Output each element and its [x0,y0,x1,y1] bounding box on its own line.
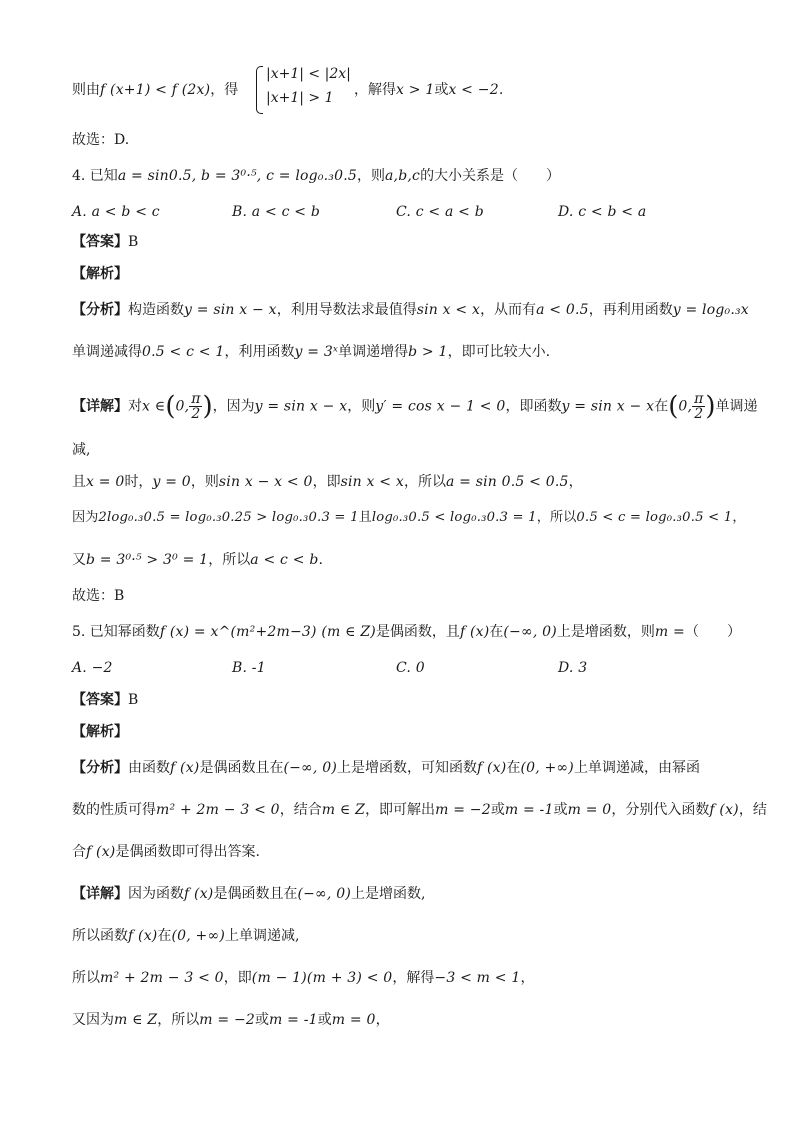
text: 在 [157,928,172,944]
text: 则由 [72,82,100,98]
math: m = −2 [199,1012,256,1028]
math: f (x) [184,886,214,902]
math: (m − 1)(m + 3) < 0 [251,970,393,986]
math: m = [654,624,685,640]
xiangjie-tag: 【详解】 [72,398,128,415]
q5-option-b: B. -1 [232,660,266,676]
text: 上单调递减, [224,928,300,944]
q4-answer [72,232,138,252]
text: 合 [72,844,86,860]
denominator: 2 [191,406,201,422]
text: 所以函数 [72,928,128,944]
text: ，利用函数 [224,344,295,360]
text: ，利用导数法求最值得 [276,302,417,318]
text: 5. 已知幂函数 [72,624,160,640]
q4-stem [72,166,560,186]
text: ，即 [223,970,252,986]
math: f (x) = x^(m²+2m−3) (m ∈ Z) [159,624,376,640]
text: ，结 [738,802,767,818]
inequality-system [256,66,351,112]
math: f (x) [709,802,739,818]
math: y = sin x − x [561,398,655,415]
text: 构造函数 [128,302,184,318]
math: (−∞, 0) [503,624,557,640]
solution-line-1-tail [354,80,503,100]
answer-tag: 【答案】 [72,234,128,250]
text: 是偶函数且在 [199,760,284,776]
q4-option-c: C. c < a < b [396,204,484,220]
text: 单调递增得 [338,344,409,360]
math: f (x) [86,844,116,860]
math: 0, [678,398,693,415]
q5-xiangjie-3 [72,968,535,988]
math: a,b,c [385,168,421,184]
text: . [318,552,323,568]
text: 是偶函数，且 [375,624,460,640]
math: log₀.₃0.5 < log₀.₃0.3 = 1 [371,510,537,525]
text: 因为 [72,510,99,525]
system-row-2: |x+1| > 1 [266,90,334,106]
text: . [498,82,504,98]
text: ，再利用函数 [588,302,673,318]
math: (−∞, 0) [283,760,337,776]
math: (0, +∞) [520,760,574,776]
text: 又因为 [72,1012,114,1028]
math: y = sin x − x [254,398,348,415]
system-row-1: |x+1| < |2x| [266,66,351,82]
math: f (x) [476,760,507,776]
math: f (x) [170,760,200,776]
math: −3 < m < 1 [434,970,521,986]
paren: ( [165,391,176,422]
text: ，得 [210,82,239,98]
math: f (x+1) < f (2x) [100,82,211,98]
text: ，则 [357,168,385,184]
q5-fenxi-3 [72,842,260,862]
math: (0, +∞) [171,928,225,944]
text: 对 [128,398,142,415]
paren: ( [668,391,679,422]
text: ， [732,510,746,525]
math: f (x) [128,928,158,944]
text: ，分别代入函数 [611,802,710,818]
text: ，从而有 [480,302,537,318]
text: ， [520,970,535,986]
math: x = 0 [86,474,125,490]
math: m = 0 [331,1012,376,1028]
numerator: π [191,391,201,407]
text: 或 [434,82,449,98]
text: 的大小关系是（ ） [420,168,561,184]
text: ，所以 [403,474,446,490]
math: b > 1 [408,344,448,360]
math: 0.5 < c = log₀.₃0.5 < 1 [576,510,733,525]
text: ，则 [347,398,376,415]
math: m² + 2m − 3 < 0 [156,802,280,818]
text: 又 [72,552,86,568]
text: ，即函数 [505,398,562,415]
text: ，所以 [536,510,577,525]
text: ，所以 [208,552,251,568]
q5-option-c: C. 0 [396,660,425,676]
q4-xiangjie-5 [72,550,323,570]
denominator: 2 [694,406,704,422]
text: 在 [654,398,669,415]
text: ，即可解出 [365,802,436,818]
math: x < −2 [448,82,499,98]
q4-option-b: B. a < c < b [232,204,320,220]
math: (−∞, 0) [297,886,351,902]
text: 在 [506,760,521,776]
q4-xiangjie-1 [72,392,757,421]
text: ，结合 [279,802,322,818]
q5-option-a: A. −2 [72,660,113,676]
math: y′ = cos x − 1 < 0 [375,398,506,415]
text: 或 [553,802,568,818]
text: 上是增函数, [350,886,426,902]
q5-xiangjie-1 [72,884,425,904]
math: y = 3ˣ [294,344,339,360]
text: 4. 已知 [72,168,118,184]
fraction [692,392,705,421]
math: m² + 2m − 3 < 0 [100,970,224,986]
math: 2log₀.₃0.5 = log₀.₃0.25 > log₀.₃0.3 = 1 [98,510,359,525]
fenxi-tag: 【分析】 [72,302,128,318]
text: ，解得 [354,82,396,98]
answer-value: B [128,692,139,708]
math: y = log₀.₃x [672,302,749,318]
text: ，即可比较大小. [447,344,551,360]
q5-answer [72,690,138,710]
text: 所以 [72,970,100,986]
q4-xiangjie-2: 减, [72,442,91,458]
analysis-heading: 【解析】 [72,724,128,740]
text: 因为函数 [128,886,184,902]
math: y = sin x − x [184,302,277,318]
text: 或 [490,802,505,818]
text: 且 [72,474,86,490]
q5-stem [72,622,741,642]
xiangjie-tag: 【详解】 [72,886,128,902]
math: x > 1 [396,82,435,98]
math: f (x) [459,624,490,640]
text: 是偶函数且在 [213,886,298,902]
paren: ) [202,391,213,422]
answer-value: B [128,234,139,250]
q5-xiangjie-4 [72,1010,390,1030]
text: ，则 [190,474,219,490]
fenxi-tag: 【分析】 [72,760,128,776]
math: x ∈ [142,398,166,415]
q4-choose: 故选：B [72,588,125,604]
math: a < c < b [250,552,319,568]
math: sin x < x [340,474,404,490]
math: m ∈ Z [321,802,366,818]
text: 是偶函数即可得出答案. [115,844,260,860]
q4-option-a: A. a < b < c [72,204,160,220]
math: sin x < x [416,302,481,318]
answer-tag: 【答案】 [72,692,128,708]
text: 单调递减得 [72,344,142,360]
math: y = 0 [152,474,191,490]
math: a = sin0.5, b = 3⁰·⁵, c = log₀.₃0.5 [117,168,357,184]
text: 或 [317,1012,332,1028]
fraction [189,392,202,421]
text: ，即 [312,474,341,490]
math: a < 0.5 [536,302,589,318]
text: 上是增函数，则 [556,624,655,640]
text: 或 [255,1012,270,1028]
text: 上是增函数，可知函数 [336,760,477,776]
text: 上单调递减，由幂函 [573,760,700,776]
q5-fenxi-2 [72,800,767,820]
text: ，所以 [157,1012,200,1028]
q4-xiangjie-4 [72,508,746,528]
paren: ) [705,391,716,422]
left-brace [256,66,263,114]
q4-fenxi-1 [72,300,749,320]
text: ， [375,1012,390,1028]
math: m ∈ Z [114,1012,158,1028]
math: 0.5 < c < 1 [142,344,225,360]
text: ，因为 [212,398,255,415]
text: 在 [489,624,504,640]
solution-line-1 [72,80,238,100]
text: （ ） [684,624,741,640]
math: a = sin 0.5 < 0.5 [445,474,569,490]
text: 由函数 [128,760,170,776]
text: 时， [124,474,153,490]
math: m = 0 [567,802,612,818]
text: 数的性质可得 [72,802,156,818]
math: 0, [175,398,190,415]
math: b = 3⁰·⁵ > 3⁰ = 1 [86,552,209,568]
analysis-heading: 【解析】 [72,266,128,282]
text: 且 [358,510,372,525]
q4-xiangjie-3 [72,472,583,492]
text: ， [568,474,583,490]
q5-option-d: D. 3 [558,660,588,676]
q4-fenxi-2 [72,342,550,362]
math: sin x − x < 0 [218,474,313,490]
math: m = -1 [269,1012,318,1028]
choice-line: 故选：D. [72,132,130,148]
math: m = -1 [504,802,554,818]
q4-option-d: D. c < b < a [558,204,647,220]
q5-xiangjie-2 [72,926,299,946]
numerator: π [694,391,704,407]
text: ，解得 [392,970,435,986]
q5-fenxi-1 [72,758,700,778]
text: 单调递 [715,398,758,415]
math: m = −2 [435,802,491,818]
